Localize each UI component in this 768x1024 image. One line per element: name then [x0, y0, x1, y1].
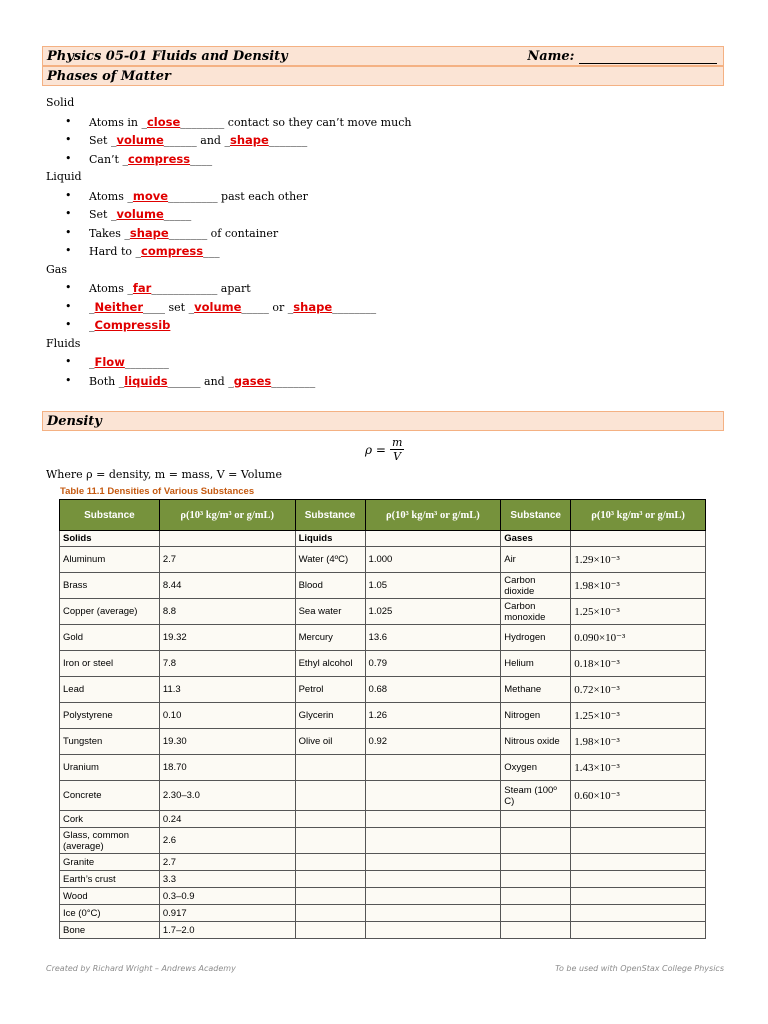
prompt-text: Hard to _	[89, 245, 141, 258]
table-cell: 1.26	[365, 703, 501, 729]
table-cell: 0.72×10⁻³	[571, 677, 706, 703]
solid-label: Solid	[46, 96, 75, 109]
table-row	[60, 781, 706, 811]
table-caption: Table 11.1 Densities of Various Substances	[60, 486, 255, 497]
table-cell: 1.25×10⁻³	[571, 599, 706, 625]
table-cell: 0.10	[159, 703, 295, 729]
table-cell: Blood	[295, 573, 365, 599]
table-row	[60, 755, 706, 781]
table-cell: 2.30–3.0	[159, 781, 295, 811]
table-cell: Hydrogen	[501, 625, 571, 651]
prompt-text: Atoms in _	[89, 115, 147, 129]
table-row	[60, 905, 706, 922]
answer-text: Compressib	[94, 318, 171, 332]
bullet-icon: •	[65, 225, 72, 239]
table-cell: Air	[501, 547, 571, 573]
table-cell: 2.6	[159, 828, 295, 854]
answer-text: Flow	[94, 355, 125, 369]
prompt-text: _______ of container	[168, 226, 279, 240]
table-cell	[571, 828, 706, 854]
liquid-item	[89, 189, 308, 203]
prompt-text: Set _	[89, 208, 117, 221]
bullet-icon: •	[65, 133, 72, 146]
table-cell: Carbon dioxide	[501, 573, 571, 599]
prompt-text: Both _	[89, 374, 125, 388]
fluids-item	[89, 374, 315, 388]
table-row	[60, 922, 706, 939]
table-cell	[365, 755, 501, 781]
table-cell: Wood	[60, 888, 160, 905]
formula-lhs: ρ =	[365, 442, 386, 457]
table-cell	[501, 905, 571, 922]
answer-text: compress	[141, 244, 204, 258]
table-cell: 1.29×10⁻³	[571, 547, 706, 573]
table-cell: 1.000	[365, 547, 501, 573]
liquid-label: Liquid	[46, 170, 82, 183]
prompt-text: _________ past each other	[168, 189, 308, 203]
table-cell	[295, 888, 365, 905]
bullet-icon: •	[65, 151, 72, 165]
liquid-item	[89, 207, 191, 221]
table-cell: Earth’s crust	[60, 871, 160, 888]
table-cell: Bone	[60, 922, 160, 939]
table-cell: 0.3–0.9	[159, 888, 295, 905]
liquid-item	[89, 226, 278, 240]
table-cell: Lead	[60, 677, 160, 703]
table-cell	[365, 888, 501, 905]
table-cell: 1.025	[365, 599, 501, 625]
table-cell	[295, 854, 365, 871]
column-header: Substance	[60, 500, 160, 531]
table-cell	[501, 828, 571, 854]
table-cell: Glass, common (average)	[60, 828, 160, 854]
table-cell	[501, 854, 571, 871]
gas-label: Gas	[46, 262, 67, 276]
answer-text: far	[132, 281, 152, 295]
table-cell	[295, 871, 365, 888]
table-cell: Methane	[501, 677, 571, 703]
answer-text: shape	[129, 225, 169, 240]
solid-item	[89, 115, 411, 129]
table-row	[60, 573, 706, 599]
prompt-text: _______	[268, 134, 308, 147]
formula-denominator: V	[393, 450, 402, 463]
table-cell: 8.44	[159, 573, 295, 599]
bullet-icon: •	[65, 207, 72, 220]
answer-text: Neither	[94, 299, 144, 314]
gas-item	[89, 281, 251, 295]
table-cell: Water (4ºC)	[295, 547, 365, 573]
table-cell	[501, 871, 571, 888]
prompt-text: ___	[203, 245, 220, 258]
table-cell	[159, 531, 295, 547]
table-cell	[571, 531, 706, 547]
prompt-text: _____	[163, 208, 192, 221]
table-row	[60, 811, 706, 828]
column-header: ρ(10³ kg/m³ or g/mL)	[159, 500, 295, 531]
table-cell: 1.98×10⁻³	[571, 573, 706, 599]
table-cell: 1.25×10⁻³	[571, 703, 706, 729]
table-cell	[295, 755, 365, 781]
table-row	[60, 854, 706, 871]
table-cell	[365, 871, 501, 888]
bullet-icon: •	[65, 355, 72, 368]
table-row	[60, 625, 706, 651]
worksheet-header	[42, 46, 724, 66]
table-row	[60, 547, 706, 573]
table-cell: Ethyl alcohol	[295, 651, 365, 677]
table-cell: 0.79	[365, 651, 501, 677]
column-header: Substance	[501, 500, 571, 531]
bullet-icon: •	[65, 244, 72, 257]
table-cell: Glycerin	[295, 703, 365, 729]
table-cell: Solids	[60, 531, 160, 547]
density-table	[59, 499, 706, 939]
table-cell	[571, 922, 706, 939]
table-cell: 8.8	[159, 599, 295, 625]
table-cell: Granite	[60, 854, 160, 871]
table-cell	[365, 828, 501, 854]
table-cell	[295, 922, 365, 939]
table-body	[60, 531, 706, 939]
prompt-text: _____ or _	[241, 300, 294, 314]
table-cell	[365, 781, 501, 811]
table-cell: Sea water	[295, 599, 365, 625]
answer-text: volume	[116, 207, 164, 221]
table-cell	[295, 828, 365, 854]
table-cell	[365, 531, 501, 547]
formula-fraction	[390, 436, 404, 463]
prompt-text: ______ and _	[163, 134, 230, 147]
table-cell: Brass	[60, 573, 160, 599]
table-cell: 1.7–2.0	[159, 922, 295, 939]
prompt-text: ________	[271, 374, 316, 388]
section-heading-phases: Phases of Matter	[42, 66, 724, 86]
table-cell: Iron or steel	[60, 651, 160, 677]
table-cell: 19.32	[159, 625, 295, 651]
prompt-text: ______ and _	[167, 374, 234, 388]
table-cell: Oxygen	[501, 755, 571, 781]
table-cell: 0.60×10⁻³	[571, 781, 706, 811]
table-row	[60, 531, 706, 547]
table-cell	[501, 888, 571, 905]
table-cell	[571, 905, 706, 922]
prompt-text: ________	[124, 356, 169, 369]
section-heading-density: Density	[42, 411, 724, 431]
prompt-text: ________ contact so they can’t move much	[180, 115, 412, 129]
table-cell: Liquids	[295, 531, 365, 547]
table-cell	[365, 854, 501, 871]
table-cell: Nitrous oxide	[501, 729, 571, 755]
table-cell: Copper (average)	[60, 599, 160, 625]
table-cell	[571, 871, 706, 888]
answer-text: close	[146, 114, 181, 129]
prompt-text: _	[89, 319, 95, 332]
table-cell: 7.8	[159, 651, 295, 677]
liquid-item	[89, 244, 220, 258]
prompt-text: _	[89, 356, 95, 369]
solid-item	[89, 152, 212, 166]
table-cell: Steam (100º C)	[501, 781, 571, 811]
table-cell: Gold	[60, 625, 160, 651]
table-cell	[571, 811, 706, 828]
prompt-text: Set _	[89, 134, 117, 147]
answer-text: move	[132, 188, 169, 203]
prompt-text: ____	[190, 152, 213, 166]
table-cell	[365, 905, 501, 922]
prompt-text: Can’t _	[89, 152, 128, 166]
table-row	[60, 677, 706, 703]
table-cell	[501, 811, 571, 828]
name-label: Name:	[527, 49, 575, 64]
footer-usage: To be used with OpenStax College Physics	[555, 964, 724, 973]
table-cell: Carbon monoxide	[501, 599, 571, 625]
table-cell: 0.24	[159, 811, 295, 828]
table-row	[60, 703, 706, 729]
table-cell: 1.43×10⁻³	[571, 755, 706, 781]
table-cell: 2.7	[159, 854, 295, 871]
table-cell: 0.68	[365, 677, 501, 703]
column-header: Substance	[295, 500, 365, 531]
table-header-row	[60, 500, 706, 531]
table-cell: 11.3	[159, 677, 295, 703]
table-cell: Polystyrene	[60, 703, 160, 729]
table-cell: 0.917	[159, 905, 295, 922]
table-cell	[365, 811, 501, 828]
table-cell	[295, 781, 365, 811]
footer-credit: Created by Richard Wright – Andrews Academy	[46, 964, 236, 973]
table-cell: Gases	[501, 531, 571, 547]
table-row	[60, 599, 706, 625]
table-cell	[365, 922, 501, 939]
table-cell: Cork	[60, 811, 160, 828]
prompt-text: ____________ apart	[151, 282, 251, 295]
density-definition: Where ρ = density, m = mass, V = Volume	[46, 468, 282, 481]
table-row	[60, 651, 706, 677]
answer-text: shape	[293, 299, 333, 314]
table-row	[60, 729, 706, 755]
bullet-icon: •	[65, 373, 72, 387]
prompt-text: ____ set _	[143, 300, 195, 314]
table-cell	[571, 854, 706, 871]
table-row	[60, 828, 706, 854]
table-cell: 0.92	[365, 729, 501, 755]
fluids-label: Fluids	[46, 336, 81, 350]
table-cell	[295, 905, 365, 922]
table-cell: Mercury	[295, 625, 365, 651]
table-row	[60, 888, 706, 905]
table-cell: Uranium	[60, 755, 160, 781]
name-blank	[579, 51, 717, 64]
answer-text: liquids	[124, 373, 168, 388]
table-cell: Tungsten	[60, 729, 160, 755]
table-cell: 1.98×10⁻³	[571, 729, 706, 755]
worksheet-title: Physics 05-01 Fluids and Density	[47, 49, 288, 64]
bullet-icon: •	[65, 281, 72, 294]
table-cell: 0.090×10⁻³	[571, 625, 706, 651]
formula-numerator: m	[391, 436, 403, 449]
name-field	[527, 49, 717, 63]
answer-text: compress	[127, 151, 191, 166]
table-cell: Aluminum	[60, 547, 160, 573]
table-cell: Nitrogen	[501, 703, 571, 729]
table-cell	[295, 811, 365, 828]
bullet-icon: •	[65, 114, 72, 128]
prompt-text: ________	[332, 300, 377, 314]
prompt-text: Takes _	[89, 226, 130, 240]
prompt-text: _	[89, 300, 95, 314]
fluids-item	[89, 355, 169, 369]
answer-text: volume	[194, 299, 242, 314]
table-cell: 19.30	[159, 729, 295, 755]
table-cell: 2.7	[159, 547, 295, 573]
table-cell: Petrol	[295, 677, 365, 703]
column-header: ρ(10³ kg/m³ or g/mL)	[365, 500, 501, 531]
table-cell: 3.3	[159, 871, 295, 888]
table-cell: 13.6	[365, 625, 501, 651]
table-cell: Concrete	[60, 781, 160, 811]
gas-item	[89, 300, 376, 314]
table-cell: Olive oil	[295, 729, 365, 755]
solid-item	[89, 133, 307, 147]
table-cell: Ice (0°C)	[60, 905, 160, 922]
table-cell	[571, 888, 706, 905]
bullet-icon: •	[65, 318, 72, 331]
density-formula	[365, 436, 404, 463]
prompt-text: Atoms _	[89, 189, 133, 203]
answer-text: shape	[229, 133, 269, 147]
table-cell: Helium	[501, 651, 571, 677]
table-row	[60, 871, 706, 888]
prompt-text: Atoms _	[89, 282, 133, 295]
table-cell: 18.70	[159, 755, 295, 781]
table-cell: 1.05	[365, 573, 501, 599]
answer-text: volume	[116, 133, 164, 147]
table-cell	[501, 922, 571, 939]
answer-text: gases	[233, 373, 272, 388]
bullet-icon: •	[65, 188, 72, 202]
column-header: ρ(10³ kg/m³ or g/mL)	[571, 500, 706, 531]
table-cell: 0.18×10⁻³	[571, 651, 706, 677]
bullet-icon: •	[65, 299, 72, 313]
gas-item	[89, 318, 170, 332]
